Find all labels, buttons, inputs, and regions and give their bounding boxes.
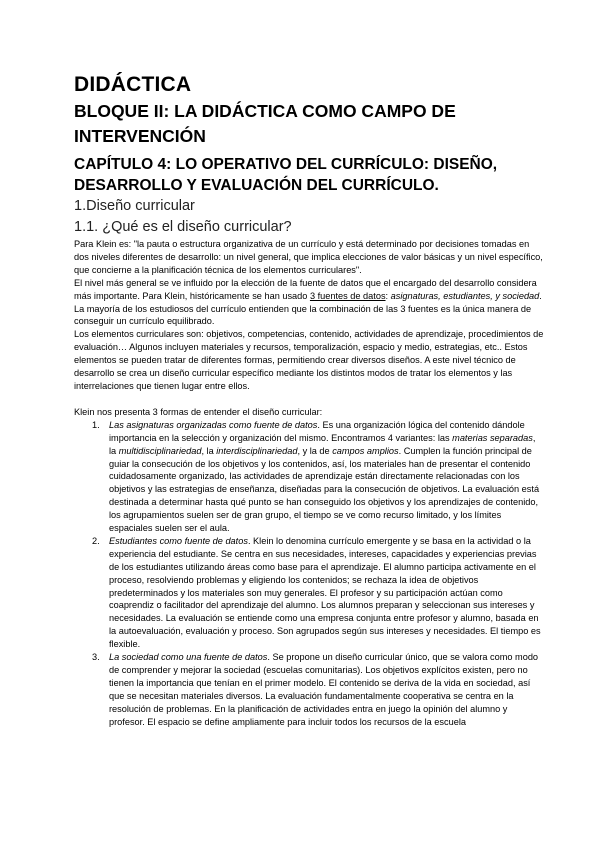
list-item bbox=[92, 651, 545, 728]
list-item bbox=[92, 419, 545, 535]
paragraph-klein-definition: Para Klein es: "la pauta o estructura organizativa de un currículo y está determinado por decisiones tomadas en dos niveles diferentes de desarrollo: un nivel general, que implica elecciones de valor básicas y un nivel específico, que concierne a la planificación técnica de los elementos curriculares". bbox=[74, 239, 543, 275]
forms-list bbox=[74, 419, 545, 729]
paragraph-data-sources-rest: . La mayoría de los estudiosos del currículo entienden que la combinación de las 3 fuentes es la única manera de conseguir un currículo equilibrado. bbox=[74, 290, 542, 327]
separator: , la bbox=[109, 432, 536, 456]
subsection-title: 1.1. ¿Qué es el diseño curricular? bbox=[74, 219, 292, 235]
section-title: 1.Diseño curricular bbox=[74, 198, 195, 214]
list-item-text: . Se propone un diseño curricular único, que se valora como modo de comprender y mejorar la sociedad (escuelas comunitarias). Los objetivos explícitos existen, pero no tienen la importancia que tenían en el primer modelo. El contenido se deriva de la vida en sociedad, así que se necesitan materiales diversos. La evaluación fundamentalmente cooperativa se centra en la resolución de problemas. En la planificación de actividades entra en juego la opinión del alumno y profesor. El espacio se define ampliamente para incluir todos los recursos de la escuela bbox=[109, 652, 539, 727]
list-item-lead: Estudiantes como fuente de datos bbox=[109, 535, 248, 546]
paragraph-data-sources-colon: : bbox=[385, 290, 391, 301]
block-title: BLOQUE II: LA DIDÁCTICA COMO CAMPO DE INTERVENCIÓN bbox=[74, 101, 456, 146]
variant-materias-separadas: materias separadas bbox=[452, 432, 533, 443]
paragraph-curricular-elements: Los elementos curriculares son: objetivos, competencias, contenido, actividades de aprendizaje, procedimientos de evaluación… Algunos incluyen materiales y recursos, temporalización, espacio y medio, estrategias, etc.. Estos elementos se pueden tratar de diferentes formas, permitiendo crear diversos diseños. A este nivel técnico de desarrollo se crea un diseño curricular específico mediante los distintos modos de tratar los elementos y las interrelaciones que tienen lugar entre ellos. bbox=[74, 329, 544, 391]
list-item-lead: Las asignaturas organizadas como fuente de datos bbox=[109, 419, 318, 430]
italic-sources-list: asignaturas, estudiantes, y sociedad bbox=[390, 290, 540, 301]
list-item-number: 2. bbox=[92, 535, 100, 546]
list-item-text: . Es una organización lógica del contenido dándole importancia en la selección y organización del mismo. Encontramos 4 variantes: las bbox=[109, 419, 525, 443]
list-item bbox=[92, 535, 545, 651]
variant-interdisciplinariedad: interdisciplinariedad bbox=[216, 445, 298, 456]
underlined-data-sources: 3 fuentes de datos bbox=[309, 290, 386, 301]
paragraph-three-forms-intro: Klein nos presenta 3 formas de entender el diseño curricular: bbox=[74, 406, 323, 417]
separator: , la bbox=[201, 445, 217, 456]
list-item-text-rest: . Cumplen la función principal de guiar la consecución de los objetivos y los contenidos, así, los materiales han de presentar el contenido cuidadosamente organizado, las actividades de aprendizaje están directamente relacionadas con los objetivos y las estrategias de enseñanza, diseñadas para la consecución de objetivos. La evaluación está destinada a determinar hasta qué punto se han conseguido los objetivos y los aprendizajes de contenido, los agrupamientos suelen ser de gran grupo, el tiempo se ve como recurso limitado, y los límites espaciales suelen ser el aula. bbox=[109, 445, 540, 534]
paragraph-data-sources bbox=[74, 277, 545, 329]
separator: , y la de bbox=[297, 445, 333, 456]
paragraph-data-sources-text: El nivel más general se ve influido por la elección de la fuente de datos que el encargado del desarrollo considera más importante. Para Klein, históricamente se han usado bbox=[74, 277, 537, 301]
document-title: DIDÁCTICA bbox=[74, 73, 192, 96]
list-item-number: 1. bbox=[92, 419, 100, 430]
list-item-lead: La sociedad como una fuente de datos bbox=[109, 652, 268, 663]
chapter-title: CAPÍTULO 4: LO OPERATIVO DEL CURRÍCULO: DISEÑO, DESARROLLO Y EVALUACIÓN DEL CURRÍCULO. bbox=[74, 156, 498, 194]
variant-multidisciplinariedad: multidisciplinariedad bbox=[118, 445, 202, 456]
spacer bbox=[74, 393, 545, 406]
list-item-number: 3. bbox=[92, 652, 100, 663]
list-item-text: . Klein lo denomina currículo emergente y se basa en la actividad o la experiencia del estudiante. Se centra en sus necesidades, intereses, capacidades y experiencias previas de los estudiantes utilizando áreas como base para el aprendizaje. El alumno participa activamente en el proceso, resolviendo problemas y eligiendo los contenidos; se rechaza la idea de objetivos predeterminados y los materiales son muy generales. El profesor y su participación actúan como coaprendiz o facilitador del aprendizaje del alumno. Los alumnos preparan y seleccionan sus intereses y necesidades. La evaluación se entiende como una empresa conjunta entre profesor y alumno, basada en la autoevaluación, evaluación y proceso. Son agrupados según sus intereses y necesidades. El tiempo es flexible. bbox=[109, 535, 541, 650]
variant-campos-amplios: campos amplios bbox=[332, 445, 399, 456]
